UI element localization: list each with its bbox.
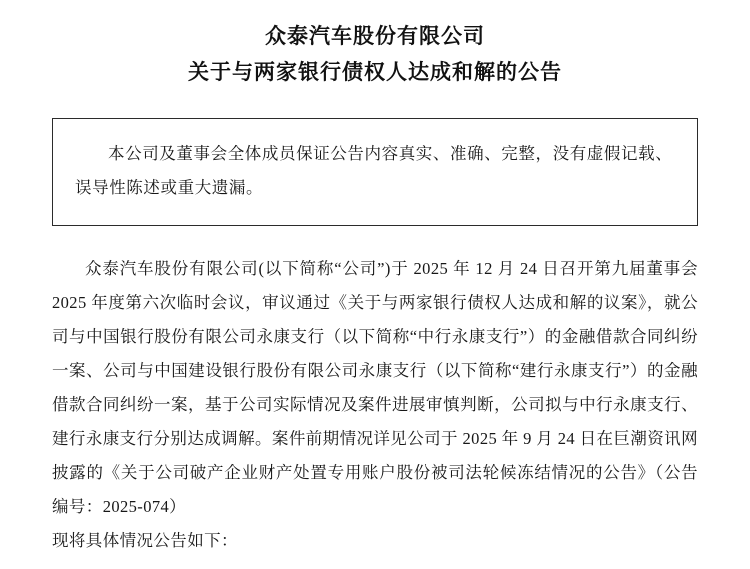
document-title — [52, 18, 698, 90]
disclaimer-line-2: 误导性陈述或重大遗漏。 — [75, 178, 264, 197]
body-paragraph-1: 众泰汽车股份有限公司(以下简称“公司”)于 2025 年 12 月 24 日召开第九届董事会 2025 年度第六次临时会议，审议通过《关于与两家银行债权人达成和解的议案》，就公司与中国银行股份有限公司永康支行（以下简称“中行永康支行”）的金融借款合同纠纷一案、公司与中国建设银行股份有限公司永康支行（以下简称“建行永康支行”）的金融借款合同纠纷一案，基于公司实际情况及案件进展审慎判断，公司拟与中行永康支行、建行永康支行分别达成调解。案件前期情况详见公司于 2025 年 9 月 24 日在巨潮资讯网披露的《关于公司破产企业财产处置专用账户股份被司法轮候冻结情况的公告》（公告编号：2025-074） — [52, 259, 698, 516]
title-line-company: 众泰汽车股份有限公司 — [265, 24, 485, 48]
body-paragraph-2: 现将具体情况公告如下： — [52, 531, 238, 550]
disclaimer-line-1: 本公司及董事会全体成员保证公告内容真实、准确、完整，没有虚假记载、 — [108, 144, 673, 163]
title-line-subject: 关于与两家银行债权人达成和解的公告 — [188, 60, 562, 84]
document-body — [52, 252, 698, 558]
disclaimer-box — [52, 118, 698, 226]
